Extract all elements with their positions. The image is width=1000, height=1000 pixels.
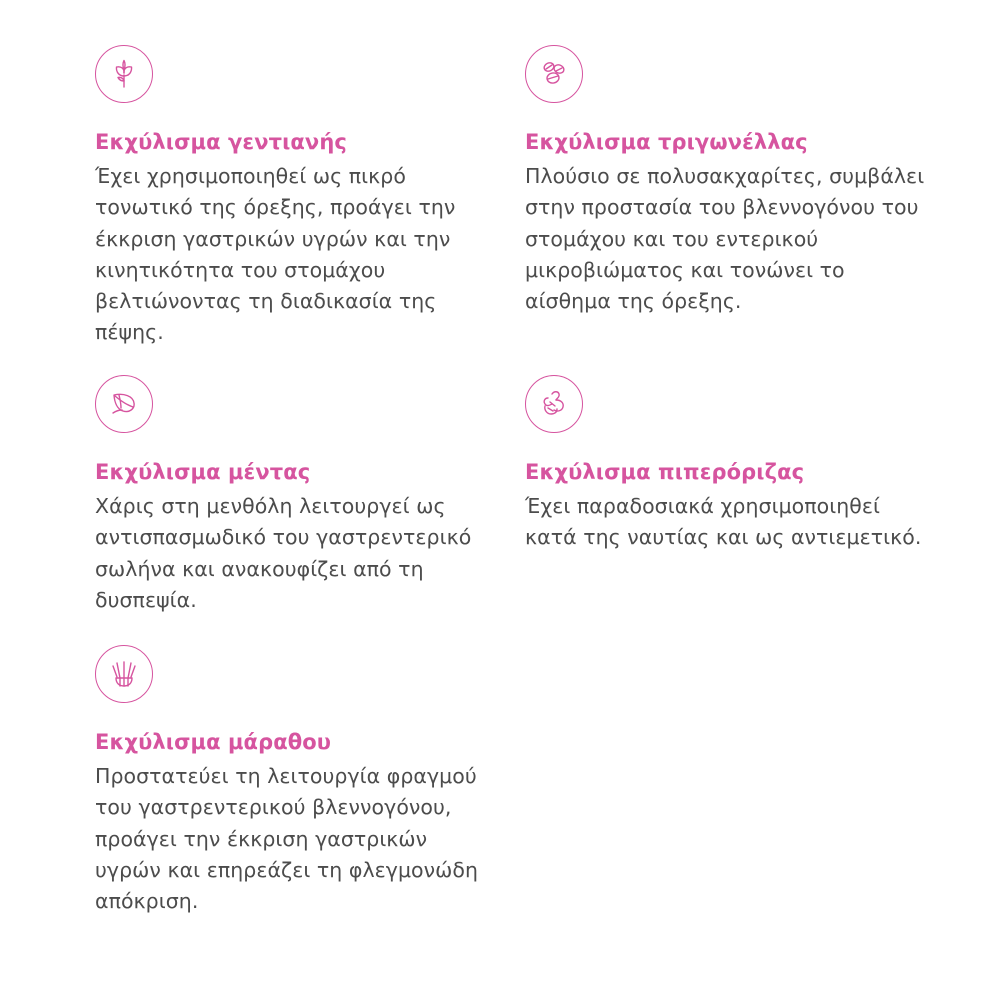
feature-fennel bbox=[95, 645, 495, 917]
feature-title: Εκχύλισμα τριγωνέλλας bbox=[525, 130, 808, 154]
feature-body: Προστατεύει τη λειτουργία φραγμού του γαστρεντερικού βλεννογόνου, προάγει την έκκριση γαστρικών υγρών και επηρεάζει τη φλεγμονώδη απόκριση. bbox=[95, 764, 479, 913]
feature-body: Έχει παραδοσιακά χρησιμοποιηθεί κατά της ναυτίας και ως αντιεμετικό. bbox=[525, 494, 922, 550]
feature-body: Πλούσιο σε πολυσακχαρίτες, συμβάλει στην προστασία του βλεννογόνου του στομάχου και του εντερικού μικροβιώματος και τονώνει το αίσθημα της όρεξης. bbox=[525, 164, 925, 313]
feature-gentian bbox=[95, 45, 495, 348]
gentian-flower-icon bbox=[95, 45, 153, 103]
feature-title: Εκχύλισμα μέντας bbox=[95, 460, 311, 484]
fenugreek-seeds-icon bbox=[525, 45, 583, 103]
mint-leaf-icon bbox=[95, 375, 153, 433]
feature-fenugreek bbox=[525, 45, 925, 317]
feature-body: Χάρις στη μενθόλη λειτουργεί ως αντισπασμωδικό του γαστρεντερικό σωλήνα και ανακουφίζει από τη δυσπεψία. bbox=[95, 494, 472, 612]
feature-body: Έχει χρησιμοποιηθεί ως πικρό τονωτικό της όρεξης, προάγει την έκκριση γαστρικών υγρών και την κινητικότητα του στομάχου βελτιώνοντας τη διαδικασία της πέψης. bbox=[95, 164, 456, 344]
feature-title: Εκχύλισμα πιπερόριζας bbox=[525, 460, 805, 484]
fennel-plant-icon bbox=[95, 645, 153, 703]
feature-mint bbox=[95, 375, 495, 616]
feature-title: Εκχύλισμα μάραθου bbox=[95, 730, 332, 754]
feature-ginger bbox=[525, 375, 925, 554]
ginger-root-icon bbox=[525, 375, 583, 433]
feature-title: Εκχύλισμα γεντιανής bbox=[95, 130, 347, 154]
